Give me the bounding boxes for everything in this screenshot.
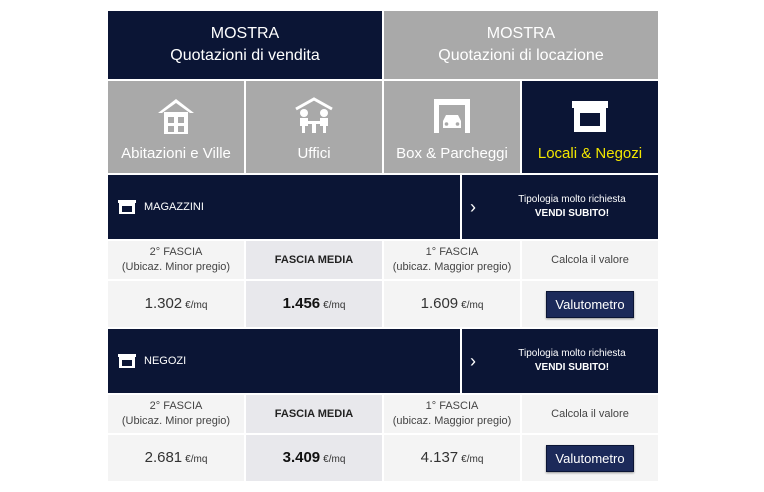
- cta-line1: Tipologia molto richiesta: [518, 194, 626, 205]
- price-header-row: [108, 241, 658, 279]
- price-unit: €/mq: [461, 300, 484, 311]
- price-low: 1.302: [144, 295, 183, 312]
- valutometro-button[interactable]: Valutometro: [546, 445, 633, 472]
- chevron-right-icon: ›: [470, 196, 476, 217]
- tab-abitazioni-label: Abitazioni e Ville: [121, 145, 231, 162]
- chevron-right-icon: ›: [470, 350, 476, 371]
- price-low: 2.681: [144, 449, 183, 466]
- price-value-row: [108, 281, 658, 327]
- tab-sale-line2: Quotazioni di vendita: [170, 47, 320, 64]
- tab-locali-label: Locali & Negozi: [537, 145, 643, 162]
- tab-sale-quotations[interactable]: [108, 11, 382, 79]
- price-high: 4.137: [420, 449, 459, 466]
- header-mid-band: FASCIA MEDIA: [274, 407, 354, 420]
- cta-line1: Tipologia molto richiesta: [518, 348, 626, 359]
- header-low-band-note: (Ubicaz. Minor pregio): [121, 415, 231, 427]
- sell-now-cta[interactable]: [462, 175, 658, 239]
- tab-rent-line2: Quotazioni di locazione: [438, 47, 604, 64]
- tab-rent-quotations[interactable]: [384, 11, 658, 79]
- category-tabs: [108, 81, 658, 173]
- price-high: 1.609: [420, 295, 459, 312]
- price-unit: €/mq: [185, 454, 208, 465]
- price-value-row: [108, 435, 658, 481]
- header-low-band: 2° FASCIA: [149, 246, 203, 258]
- section-title: [108, 175, 460, 239]
- valutometro-button[interactable]: Valutometro: [546, 291, 633, 318]
- header-high-band: 1° FASCIA: [425, 246, 479, 258]
- cta-line2: VENDI SUBITO!: [534, 208, 610, 219]
- price-mid: 3.409: [282, 449, 321, 466]
- sell-now-cta[interactable]: [462, 329, 658, 393]
- header-high-band-note: (ubicaz. Maggior pregio): [392, 261, 512, 273]
- section-title-label: MAGAZZINI: [144, 201, 204, 213]
- tab-uffici[interactable]: [246, 81, 382, 173]
- calc-value-label: Calcola il valore: [551, 408, 629, 420]
- mode-tabs: [108, 11, 658, 79]
- section-title-label: NEGOZI: [144, 355, 187, 367]
- shop-icon: [118, 200, 136, 214]
- tab-uffici-label: Uffici: [297, 145, 331, 162]
- shop-icon: [570, 97, 610, 135]
- tab-box-parcheggi[interactable]: [384, 81, 520, 173]
- price-unit: €/mq: [323, 300, 346, 311]
- price-header-row: [108, 395, 658, 433]
- tab-box-label: Box & Parcheggi: [396, 145, 508, 162]
- tab-abitazioni[interactable]: [108, 81, 244, 173]
- calc-value-label: Calcola il valore: [551, 254, 629, 266]
- section-magazzini: [108, 175, 658, 327]
- header-low-band: 2° FASCIA: [149, 400, 203, 412]
- price-mid: 1.456: [282, 295, 321, 312]
- quotations-widget: [108, 11, 658, 481]
- header-low-band-note: (Ubicaz. Minor pregio): [121, 261, 231, 273]
- garage-icon: [432, 97, 472, 135]
- header-high-band-note: (ubicaz. Maggior pregio): [392, 415, 512, 427]
- tab-sale-line1: MOSTRA: [210, 25, 280, 42]
- tab-rent-line1: MOSTRA: [486, 25, 556, 42]
- header-mid-band: FASCIA MEDIA: [274, 253, 354, 266]
- cta-line2: VENDI SUBITO!: [534, 362, 610, 373]
- office-icon: [292, 97, 336, 135]
- price-unit: €/mq: [185, 300, 208, 311]
- price-unit: €/mq: [461, 454, 484, 465]
- tab-locali-negozi[interactable]: [522, 81, 658, 173]
- house-icon: [156, 97, 196, 135]
- header-high-band: 1° FASCIA: [425, 400, 479, 412]
- section-title: [108, 329, 460, 393]
- section-negozi: [108, 329, 658, 481]
- price-unit: €/mq: [323, 454, 346, 465]
- shop-icon: [118, 354, 136, 368]
